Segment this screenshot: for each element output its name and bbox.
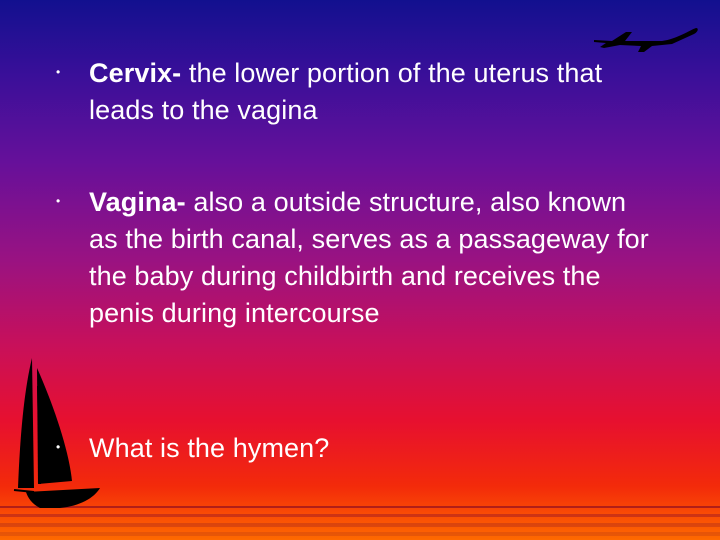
horizon-line [0, 506, 720, 508]
horizon-line [0, 514, 720, 517]
horizon-line [0, 523, 720, 527]
bullet-glyph: • [56, 194, 61, 208]
airplane-icon [592, 22, 700, 52]
bullet-term: Vagina- [89, 187, 186, 217]
bullet-glyph: • [56, 65, 61, 79]
bullet-text [89, 184, 659, 332]
bullet-text [89, 55, 659, 129]
bullet-body: the lower portion of the uterus that leads to the vagina [89, 58, 603, 125]
bullet-body: What is the hymen? [89, 433, 330, 463]
bullet-body: also a outside structure, also known as the birth canal, serves as a passageway for the baby during childbirth and receives the penis during intercourse [89, 187, 649, 328]
bullet-term: Cervix- [89, 58, 182, 88]
bullet-text [89, 430, 659, 467]
bullet-glyph: • [56, 440, 61, 454]
horizon-line [0, 532, 720, 536]
